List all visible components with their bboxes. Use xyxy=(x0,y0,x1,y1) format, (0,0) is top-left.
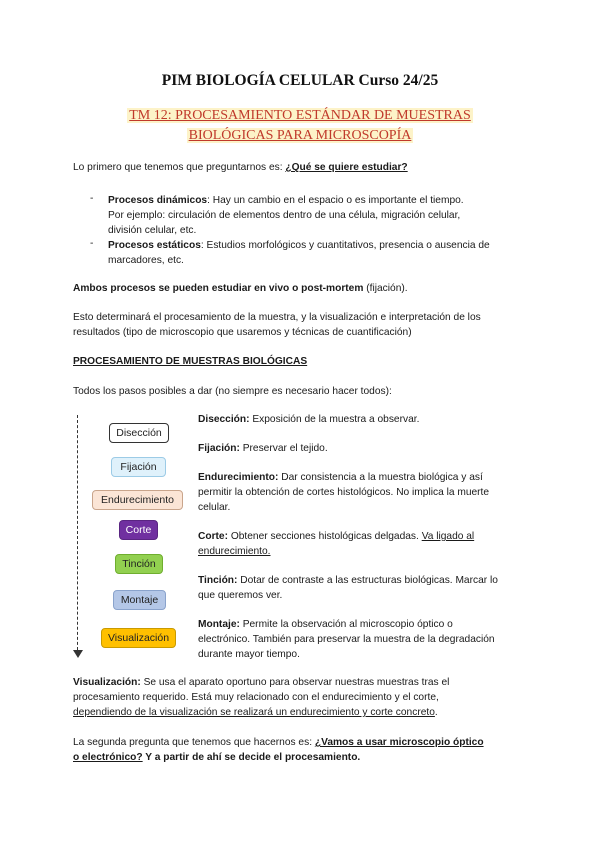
section-title: PROCESAMIENTO DE MUESTRAS BIOLÓGICAS xyxy=(73,356,308,367)
step-term: Disección: xyxy=(198,414,250,425)
visualizacion-end: . xyxy=(434,707,438,718)
step-endurecimiento xyxy=(198,470,528,515)
process-arrow-head xyxy=(73,650,83,658)
step-text: Exposición de la muestra a observar. xyxy=(249,414,420,425)
step-diseccion xyxy=(198,412,528,427)
visualizacion-paragraph xyxy=(73,675,543,720)
bullet-term: Procesos estáticos xyxy=(108,240,201,251)
step-text: electrónico. También para preservar la muestra de la degradación xyxy=(198,634,495,645)
topic-title-line-2 xyxy=(0,128,600,144)
bullet-marker: - xyxy=(90,193,94,204)
step-term: Endurecimiento: xyxy=(198,472,279,483)
step-text: Obtener secciones histológicas delgadas. xyxy=(228,531,422,542)
bullet-line: marcadores, etc. xyxy=(108,255,184,266)
step-text: Preservar el tejido. xyxy=(239,443,328,454)
both-bold: Ambos procesos se pueden estudiar en vivo o post-mortem xyxy=(73,283,364,294)
determine-line: Esto determinará el procesamiento de la muestra, y la visualización e interpretación de los xyxy=(73,312,481,323)
bullet-dynamic xyxy=(108,193,528,238)
bullet-term: Procesos dinámicos xyxy=(108,195,208,206)
both-processes xyxy=(73,281,533,296)
intro-prefix: Lo primero que tenemos que preguntarnos es: xyxy=(73,162,286,173)
step-text: Permite la observación al microscopio óptico o xyxy=(239,619,453,630)
visualizacion-line: Se usa el aparato oportuno para observar nuestras muestras tras el xyxy=(140,677,450,688)
bullet-line: : Estudios morfológicos y cuantitativos, presencia o ausencia de xyxy=(200,240,490,251)
step-text: durante mayor tiempo. xyxy=(198,649,300,660)
step-box-visualizacion: Visualización xyxy=(101,628,176,648)
determine-line: resultados (tipo de microscopio que usaremos y técnicas de cuantificación) xyxy=(73,327,412,338)
visualizacion-term: Visualización: xyxy=(73,677,141,688)
step-box-diseccion: Disección xyxy=(109,423,169,443)
step-underlined: Va ligado al xyxy=(421,531,475,542)
step-box-tincion: Tinción xyxy=(115,554,163,574)
step-box-corte: Corte xyxy=(119,520,158,540)
step-underlined: endurecimiento. xyxy=(198,546,271,557)
intro-question: ¿Qué se quiere estudiar? xyxy=(285,162,408,173)
bullet-line: Por ejemplo: circulación de elementos dentro de una célula, migración celular, xyxy=(108,210,461,221)
both-rest: (fijación). xyxy=(363,283,408,294)
step-text: Dar consistencia a la muestra biológica y así xyxy=(278,472,483,483)
process-arrow-line xyxy=(77,415,78,655)
step-text: celular. xyxy=(198,502,231,513)
second-tail: Y a partir de ahí se decide el procesamiento. xyxy=(142,752,361,763)
topic-title-text-1: TM 12: PROCESAMIENTO ESTÁNDAR DE MUESTRAS xyxy=(129,108,471,123)
page-title: PIM BIOLOGÍA CELULAR Curso 24/25 xyxy=(161,72,439,89)
step-montaje xyxy=(198,617,528,662)
second-question-paragraph xyxy=(73,735,543,765)
step-text: Dotar de contraste a las estructuras biológicas. Marcar lo xyxy=(237,575,498,586)
topic-title-text-2: BIOLÓGICAS PARA MICROSCOPÍA xyxy=(188,128,412,143)
topic-title-line-1 xyxy=(0,108,600,124)
step-term: Corte: xyxy=(198,531,228,542)
step-box-fijacion: Fijación xyxy=(111,457,166,477)
step-text: permitir la obtención de cortes histológicos. No implica la muerte xyxy=(198,487,490,498)
second-question-cont: o electrónico? xyxy=(73,752,143,763)
intro-paragraph xyxy=(73,160,533,175)
step-term: Montaje: xyxy=(198,619,240,630)
bullet-line: división celular, etc. xyxy=(108,225,197,236)
visualizacion-underlined: dependiendo de la visualización se realizará un endurecimiento y corte concreto xyxy=(73,707,435,718)
step-term: Tinción: xyxy=(198,575,238,586)
determine-paragraph xyxy=(73,310,533,340)
step-box-endurecimiento: Endurecimiento xyxy=(92,490,183,510)
step-corte xyxy=(198,529,528,559)
step-term: Fijación: xyxy=(198,443,240,454)
step-tincion xyxy=(198,573,528,603)
step-text: que queremos ver. xyxy=(198,590,283,601)
bullet-marker: - xyxy=(90,238,94,249)
bullet-line: : Hay un cambio en el espacio o es importante el tiempo. xyxy=(207,195,464,206)
second-question: ¿Vamos a usar microscopio óptico xyxy=(314,737,484,748)
steps-intro: Todos los pasos posibles a dar (no siempre es necesario hacer todos): xyxy=(73,386,392,397)
bullet-static xyxy=(108,238,528,268)
visualizacion-line: procesamiento requerido. Está muy relacionado con el endurecimiento y el corte, xyxy=(73,692,439,703)
step-fijacion xyxy=(198,441,528,456)
step-box-montaje: Montaje xyxy=(113,590,166,610)
second-prefix: La segunda pregunta que tenemos que hacernos es: xyxy=(73,737,315,748)
